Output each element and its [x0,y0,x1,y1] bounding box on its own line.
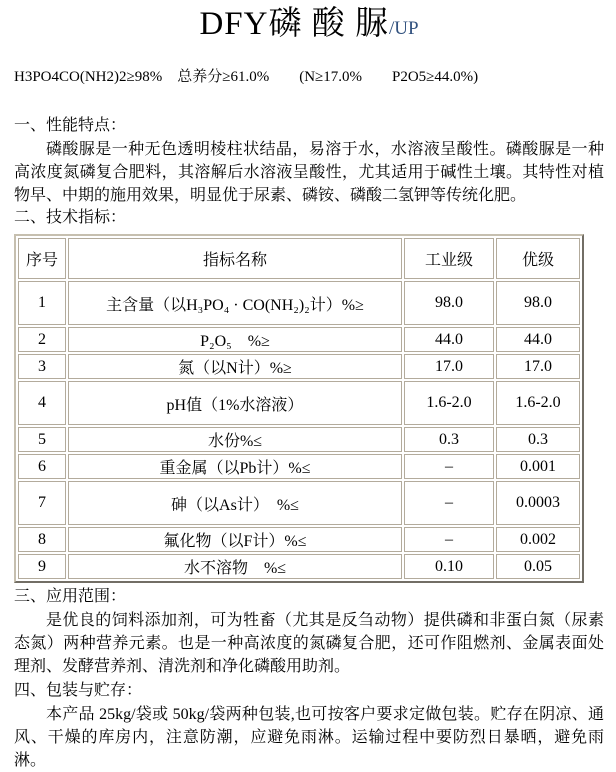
cell-indicator-name: 氟化物（以F计）%≤ [68,527,402,552]
section-heading-specs: 二、技术指标： [14,209,127,226]
table-row [18,527,580,552]
formula-line: H3PO4CO(NH2)2≥98% 总养分≥61.0% (N≥17.0% P2O5≥44.0%) [14,69,479,85]
cell-indicator-name: pH值（1%水溶液） [68,381,402,425]
packaging-paragraph: 本产品 25kg/袋或 50kg/袋两种包装,也可按客户要求定做包装。贮存在阴凉、通风、干燥的库房内，注意防潮，应避免雨淋。运输过程中要防烈日暴晒，避免雨淋。 [14,706,604,769]
column-header: 工业级 [404,238,494,279]
cell-industrial-grade: 44.0 [404,327,494,352]
cell-premium-grade: 0.05 [496,554,580,579]
cell-no: 7 [18,481,66,525]
table-row [18,281,580,325]
column-header: 指标名称 [68,238,402,279]
cell-premium-grade: 17.0 [496,354,580,379]
section-heading-performance: 一、性能特点： [14,117,127,134]
performance-paragraph: 磷酸脲是一种无色透明棱柱状结晶，易溶于水，水溶液呈酸性。磷酸脲是一种高浓度氮磷复合肥料，其溶解后水溶液呈酸性，尤其适用于碱性土壤。其特性对植物早、中期的施用效果，明显优于尿素、磷铵、磷酸二氢钾等传统化肥。 [14,141,604,204]
cell-no: 9 [18,554,66,579]
cell-indicator-name: 氮（以N计）%≥ [68,354,402,379]
column-header: 优级 [496,238,580,279]
section-heading-applications: 三、应用范围： [14,588,127,605]
cell-industrial-grade: 0.3 [404,427,494,452]
cell-industrial-grade: 17.0 [404,354,494,379]
cell-premium-grade: 98.0 [496,281,580,325]
specs-table-header-row [18,238,580,279]
cell-no: 8 [18,527,66,552]
cell-no: 1 [18,281,66,325]
table-row [18,381,580,425]
column-header: 序号 [18,238,66,279]
cell-no: 6 [18,454,66,479]
cell-indicator-name: 水不溶物 %≤ [68,554,402,579]
applications-paragraph: 是优良的饲料添加剂，可为牲畜（尤其是反刍动物）提供磷和非蛋白氮（尿素态氮）两种营养元素。也是一种高浓度的氮磷复合肥，还可作阻燃剂、金属表面处理剂、发酵营养剂、清洗剂和净化磷酸用助剂。 [14,612,604,675]
cell-industrial-grade: – [404,527,494,552]
cell-indicator-name: P₂O₅ %≥ [68,327,402,352]
cell-indicator-name: 水份%≤ [68,427,402,452]
page-title-suffix: /UP [388,18,419,39]
cell-industrial-grade: 1.6-2.0 [404,381,494,425]
cell-no: 5 [18,427,66,452]
cell-premium-grade: 1.6-2.0 [496,381,580,425]
table-row [18,454,580,479]
table-row [18,554,580,579]
page-title-main: DFY磷 酸 脲 [199,6,389,42]
table-row [18,481,580,525]
table-row [18,327,580,352]
cell-premium-grade: 44.0 [496,327,580,352]
cell-industrial-grade: 0.10 [404,554,494,579]
cell-industrial-grade: 98.0 [404,281,494,325]
cell-industrial-grade: – [404,454,494,479]
specs-table [14,234,584,583]
cell-industrial-grade: – [404,481,494,525]
cell-premium-grade: 0.002 [496,527,580,552]
cell-no: 3 [18,354,66,379]
cell-premium-grade: 0.0003 [496,481,580,525]
cell-indicator-name: 重金属（以Pb计）%≤ [68,454,402,479]
cell-premium-grade: 0.3 [496,427,580,452]
section-heading-packaging: 四、包装与贮存： [14,682,143,699]
cell-premium-grade: 0.001 [496,454,580,479]
cell-indicator-name: 主含量（以H₃PO₄ · CO(NH₂)₂计）%≥ [68,281,402,325]
cell-no: 4 [18,381,66,425]
product-datasheet [0,2,616,772]
specs-table-body [18,281,580,579]
page-title [14,2,604,51]
cell-no: 2 [18,327,66,352]
cell-indicator-name: 砷（以As计） %≤ [68,481,402,525]
table-row [18,427,580,452]
table-row [18,354,580,379]
